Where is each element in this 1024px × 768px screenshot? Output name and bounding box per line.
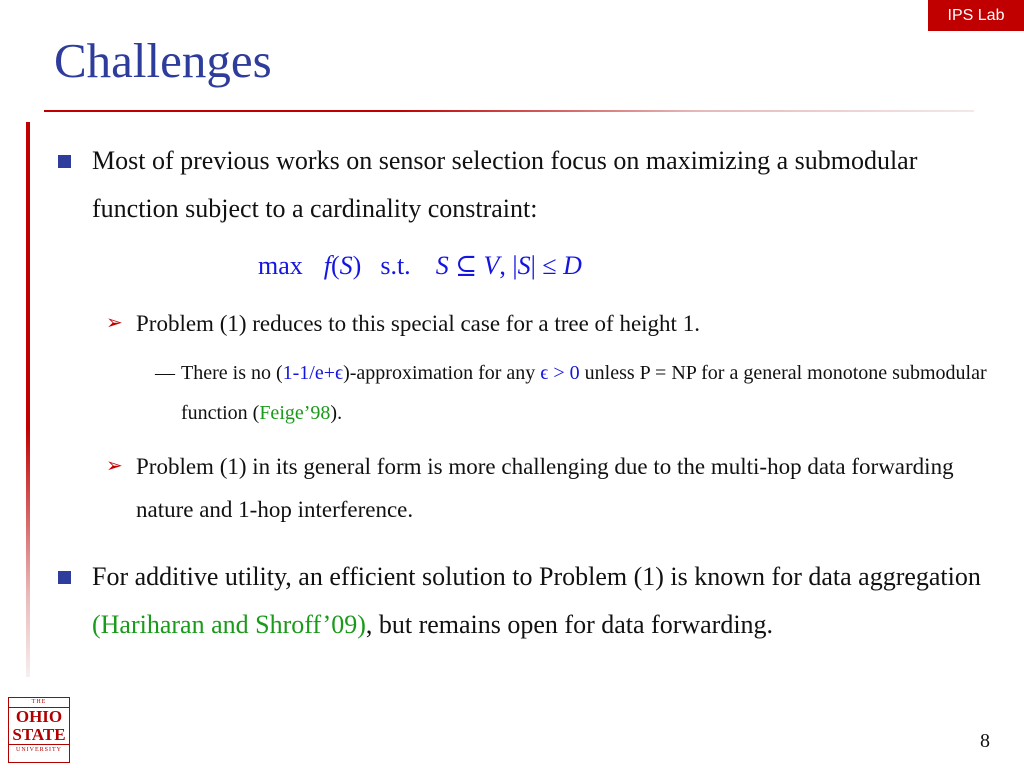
- sub-bullet-tree-height: [106, 302, 986, 345]
- formula-rparen: ): [352, 251, 362, 280]
- sub-bullet-text: Problem (1) reduces to this special case for a tree of height 1.: [136, 311, 700, 336]
- formula-leq: ≤: [542, 251, 557, 280]
- logo-the: THE: [9, 698, 69, 708]
- sub-bullet-general-form: [106, 445, 986, 531]
- formula-comma: ,: [499, 251, 506, 280]
- subsub-text: [181, 353, 995, 433]
- osu-logo: [8, 697, 70, 763]
- subsub-post: ).: [330, 402, 343, 424]
- formula-abs-close: |: [530, 251, 536, 280]
- subsub-mid2: unless P = NP for a general monotone submodular function (: [181, 362, 987, 424]
- formula-D: D: [563, 251, 582, 280]
- formula: [258, 246, 582, 286]
- formula-st: s.t.: [380, 251, 411, 280]
- formula-S-card: S: [517, 251, 531, 280]
- subsub-pre: There is no (: [181, 362, 283, 384]
- slide-title: Challenges: [54, 33, 272, 88]
- bullet-sensor-selection: [54, 137, 1004, 233]
- formula-S: S: [339, 251, 353, 280]
- subsub-mid1: )-approximation for any: [343, 362, 541, 384]
- bullet-text: Most of previous works on sensor selection focus on maximizing a submodular function subject to a cardinality constraint:: [92, 146, 918, 223]
- logo-ohio: OHIO: [15, 707, 63, 726]
- page-number: 8: [980, 730, 990, 752]
- square-bullet-icon: [58, 155, 71, 168]
- citation-hariharan: (Hariharan and Shroff’09): [92, 610, 366, 639]
- bullet-before: For additive utility, an efficient solution to Problem (1) is known for data aggregation: [92, 562, 981, 591]
- subsub-bullet-approximation: [155, 353, 995, 433]
- dash-bullet-icon: —: [155, 362, 175, 384]
- bullet-additive-utility: [54, 553, 1004, 649]
- approx-ratio: 1-1/e+ϵ: [282, 362, 344, 384]
- bullet-after: , but remains open for data forwarding.: [365, 610, 774, 639]
- side-divider: [26, 122, 30, 677]
- bullet-text: [92, 553, 1004, 649]
- lab-badge: IPS Lab: [928, 0, 1024, 31]
- square-bullet-icon: [58, 571, 71, 584]
- logo-state: STATE: [12, 725, 66, 744]
- formula-lparen: (: [331, 251, 340, 280]
- arrow-bullet-icon: ➢: [106, 312, 123, 334]
- formula-f: f: [323, 251, 331, 280]
- arrow-bullet-icon: ➢: [106, 455, 123, 477]
- formula-subseteq: ⊆: [455, 251, 477, 280]
- sub-bullet-text: Problem (1) in its general form is more challenging due to the multi-hop data forwarding nature and 1-hop interference.: [136, 454, 954, 522]
- formula-max: max: [258, 251, 303, 280]
- formula-S-set: S: [435, 251, 449, 280]
- citation-feige: Feige’98: [259, 402, 331, 424]
- formula-abs-open: |: [512, 251, 518, 280]
- formula-V: V: [483, 251, 500, 280]
- logo-university: UNIVERSITY: [9, 744, 69, 755]
- title-divider: [44, 110, 974, 112]
- epsilon-condition: ϵ > 0: [540, 362, 580, 384]
